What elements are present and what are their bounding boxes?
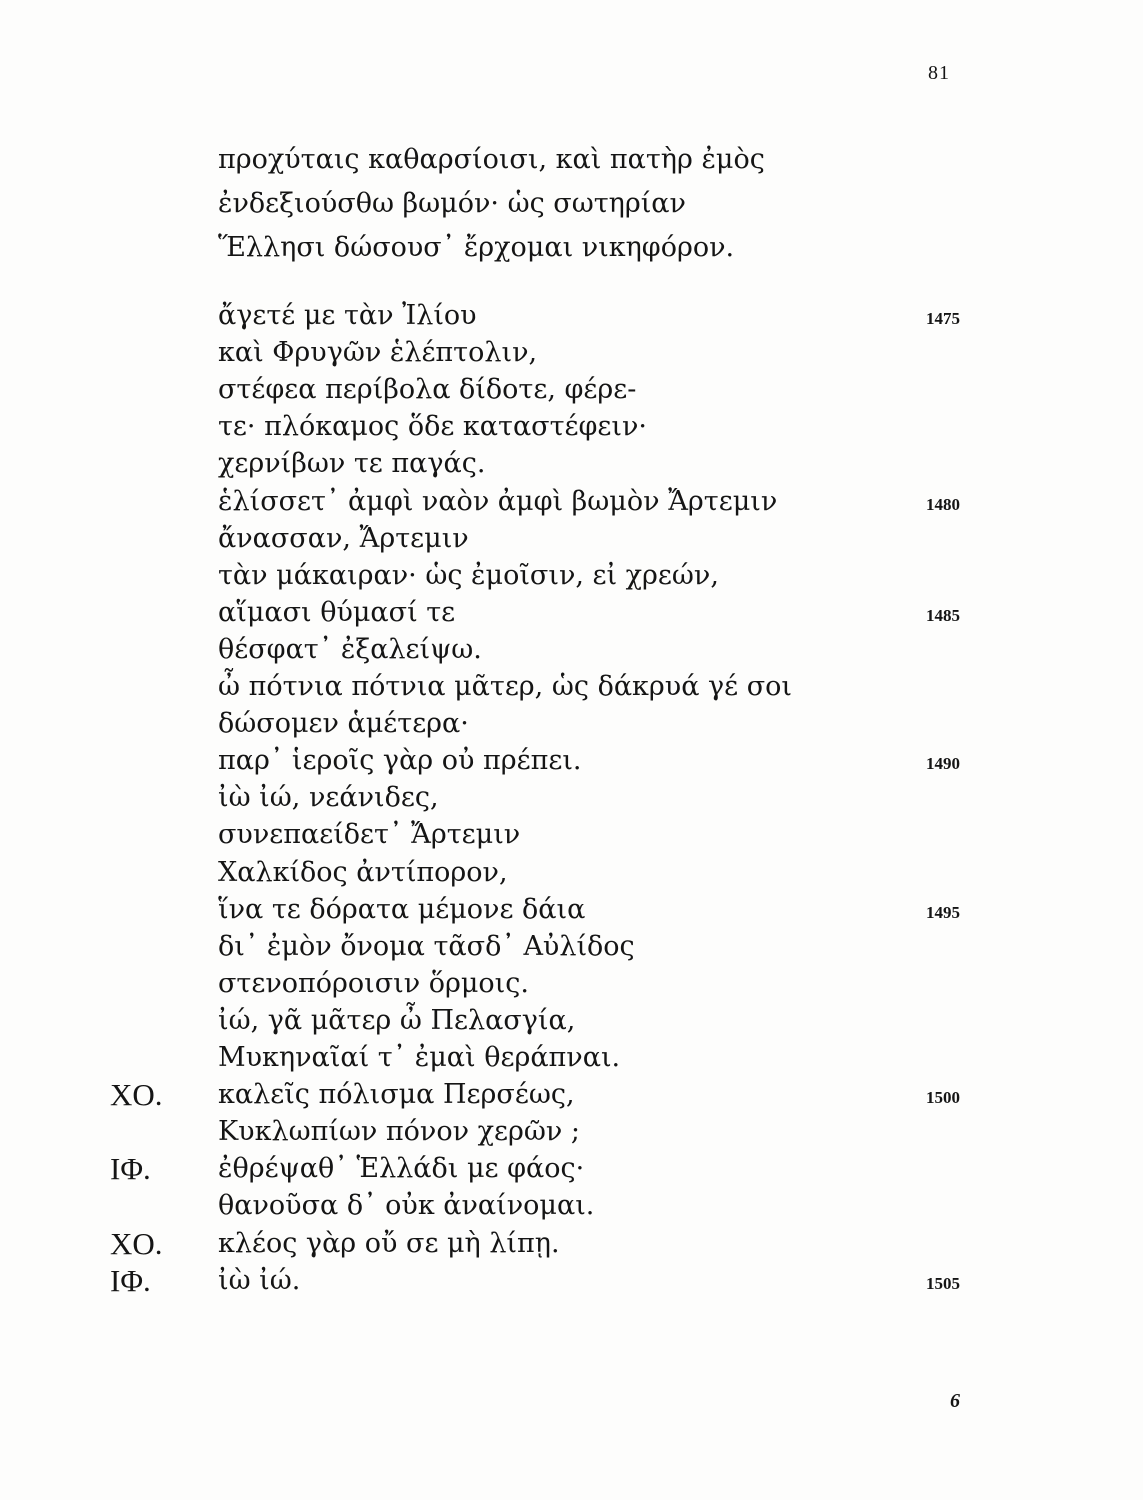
verse-line — [0, 557, 1143, 594]
verse-line — [0, 229, 1143, 266]
verse-text: Χαλκίδος ἀντίπορον, — [218, 856, 508, 888]
verse-text: δώσομεν ἁμέτερα· — [218, 708, 469, 740]
verse-text: στέφεα περίβολα δίδοτε, φέρε- — [218, 374, 637, 406]
verse-text: τε· πλόκαμος ὅδε καταστέφειν· — [218, 411, 648, 443]
verse-line — [0, 408, 1143, 445]
verse-text: κλέος γὰρ οὔ σε μὴ λίπῃ. — [218, 1227, 560, 1259]
verse-text: Κυκλωπίων πόνον χερῶν ; — [218, 1116, 580, 1148]
verse-line — [0, 854, 1143, 891]
verse-text: ἰὼ ἰώ, νεάνιδες, — [218, 782, 439, 814]
verse-line — [0, 141, 1143, 178]
verse-line — [0, 928, 1143, 965]
verse-text: ἐθρέψαθ᾽ Ἑλλάδι με φάος· — [218, 1153, 585, 1185]
verse-text: θέσφατ᾽ ἐξαλείψω. — [218, 633, 482, 665]
verse-line — [0, 1187, 1143, 1224]
verse-text: ἰὼ ἰώ. — [218, 1264, 301, 1296]
verse-line — [0, 742, 1143, 779]
verse-text: δι᾽ ἐμὸν ὄνομα τᾶσδ᾽ Αὐλίδος — [218, 930, 635, 962]
line-number: 1495 — [926, 902, 960, 922]
verse-line — [0, 891, 1143, 928]
verse-line — [0, 965, 1143, 1002]
verse-text: καλεῖς πόλισμα Περσέως, — [218, 1079, 575, 1111]
verse-text: Ἕλλησι δώσουσ᾽ ἔρχομαι νικηφόρον. — [218, 232, 735, 263]
verse-line — [0, 520, 1143, 557]
verse-text: ἄγετέ με τὰν Ἰλίου — [218, 300, 477, 331]
verse-text: ἐνδεξιούσθω βωμόν· ὡς σωτηρίαν — [218, 188, 686, 219]
speaker-label: ΙΦ. — [110, 1151, 151, 1187]
verse-line — [0, 1150, 1143, 1187]
verse-line — [0, 1225, 1143, 1262]
verse-line — [0, 371, 1143, 408]
gathering-signature: 6 — [950, 1390, 960, 1412]
verse-line — [0, 483, 1143, 520]
verse-text: ὦ πότνια πότνια μᾶτερ, ὡς δάκρυά γέ σοι — [218, 671, 793, 702]
line-number: 1475 — [926, 309, 960, 328]
verse-line — [0, 705, 1143, 742]
speaker-label: ΙΦ. — [110, 1262, 151, 1298]
verse-text: αἵμασι θύμασί τε — [218, 596, 456, 628]
line-number: 1490 — [926, 754, 960, 774]
verse-text: ἄνασσαν, Ἄρτεμιν — [218, 522, 469, 554]
verse-line — [0, 1113, 1143, 1150]
speaker-label: ΧΟ. — [110, 1077, 163, 1113]
page-number: 81 — [928, 62, 950, 84]
line-number: 1480 — [926, 494, 960, 514]
verse-line — [0, 1076, 1143, 1113]
verse-text: παρ᾽ ἱεροῖς γὰρ οὐ πρέπει. — [218, 745, 582, 777]
verse-text: ἵνα τε δόρατα μέμονε δάια — [218, 893, 586, 925]
verse-text: συνεπαείδετ᾽ Ἄρτεμιν — [218, 819, 521, 851]
verse-line — [0, 594, 1143, 631]
verse-text: προχύταις καθαρσίοισι, καὶ πατὴρ ἐμὸς — [218, 144, 765, 175]
verse-line — [0, 816, 1143, 853]
verse-text: Μυκηναῖαί τ᾽ ἐμαὶ θεράπναι. — [218, 1042, 621, 1073]
verse-line — [0, 445, 1143, 482]
line-number: 1500 — [926, 1088, 960, 1108]
line-number: 1485 — [926, 605, 960, 625]
verse-line — [0, 1262, 1143, 1299]
verse-text: θανοῦσα δ᾽ οὐκ ἀναίνομαι. — [218, 1190, 595, 1222]
verse-line — [0, 297, 1143, 334]
verse-text: στενοπόροισιν ὅρμοις. — [218, 967, 529, 999]
line-number: 1505 — [926, 1273, 960, 1293]
verse-text: ἰώ, γᾶ μᾶτερ ὦ Πελασγία, — [218, 1004, 576, 1036]
verse-text: ἑλίσσετ᾽ ἀμφὶ ναὸν ἀμφὶ βωμὸν Ἄρτεμιν — [218, 485, 778, 517]
verse-text: καὶ Φρυγῶν ἑλέπτολιν, — [218, 337, 538, 369]
verse-line — [0, 631, 1143, 668]
verse-line — [0, 779, 1143, 816]
verse-text: χερνίβων τε παγάς. — [218, 448, 486, 480]
verse-line — [0, 668, 1143, 705]
verse-line — [0, 185, 1143, 222]
speaker-label: ΧΟ. — [110, 1225, 163, 1261]
verse-line — [0, 1039, 1143, 1076]
verse-line — [0, 334, 1143, 371]
verse-line — [0, 1002, 1143, 1039]
verse-text: τὰν μάκαιραν· ὡς ἐμοῖσιν, εἰ χρεών, — [218, 559, 719, 591]
